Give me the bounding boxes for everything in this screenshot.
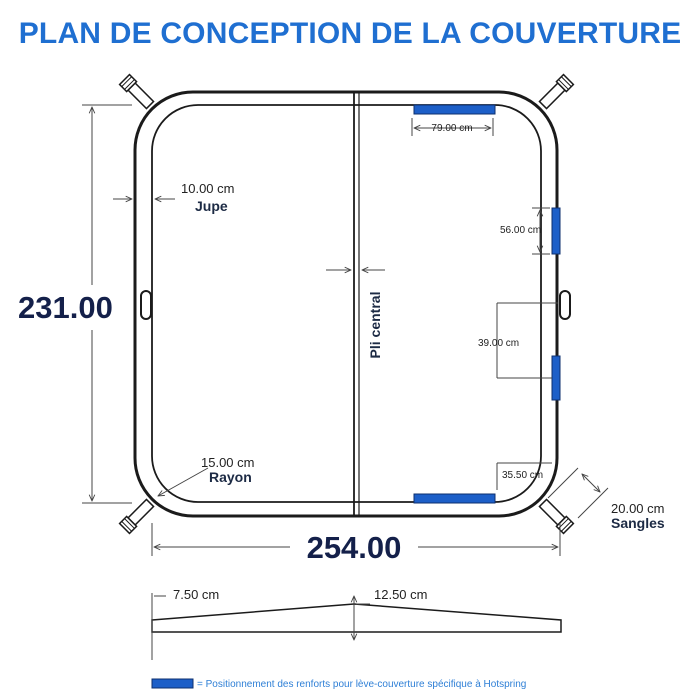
profile-center-thickness: 12.50 cm xyxy=(374,587,428,602)
profile-view xyxy=(152,593,561,660)
left-handle-icon xyxy=(141,291,151,319)
skirt-label: Jupe xyxy=(195,198,228,214)
page-title: PLAN DE CONCEPTION DE LA COUVERTURE xyxy=(18,17,682,50)
reinforcement-top xyxy=(414,105,495,114)
dim-bottom-reinforcement-label: 35.50 cm xyxy=(502,470,544,481)
profile-edge-thickness: 7.50 cm xyxy=(173,587,220,602)
dim-reinforcement-gap-label: 39.00 cm xyxy=(478,338,520,349)
dim-side-reinforcement-label: 56.00 cm xyxy=(500,225,542,236)
legend-text: = Positionnement des renforts pour lève-couverture spécifique à Hotspring xyxy=(197,679,527,690)
radius-value: 15.00 cm xyxy=(201,455,255,470)
legend-swatch xyxy=(152,679,193,688)
cover-outer-outline xyxy=(135,92,557,516)
reinforcement-right-lower xyxy=(552,356,560,400)
radius-label: Rayon xyxy=(209,469,252,485)
straps-value: 20.00 cm xyxy=(611,501,665,516)
right-handle-icon xyxy=(560,291,570,319)
width-value: 254.00 xyxy=(306,530,402,565)
strap-clip-icon-bottom-right xyxy=(538,498,573,533)
center-fold-line xyxy=(354,92,359,516)
skirt-value: 10.00 cm xyxy=(181,181,235,196)
reinforcement-bottom xyxy=(414,494,495,503)
straps-label: Sangles xyxy=(611,515,665,531)
strap-clip-icon-top-right xyxy=(538,75,573,110)
dim-radius-arrow xyxy=(158,468,208,496)
dim-top-reinforcement-label: 79.00 cm xyxy=(431,123,473,134)
height-value: 231.00 xyxy=(18,290,113,325)
reinforcement-right-upper xyxy=(552,208,560,254)
cover-inner-outline xyxy=(152,105,544,502)
center-fold-label: Pli central xyxy=(367,291,383,359)
